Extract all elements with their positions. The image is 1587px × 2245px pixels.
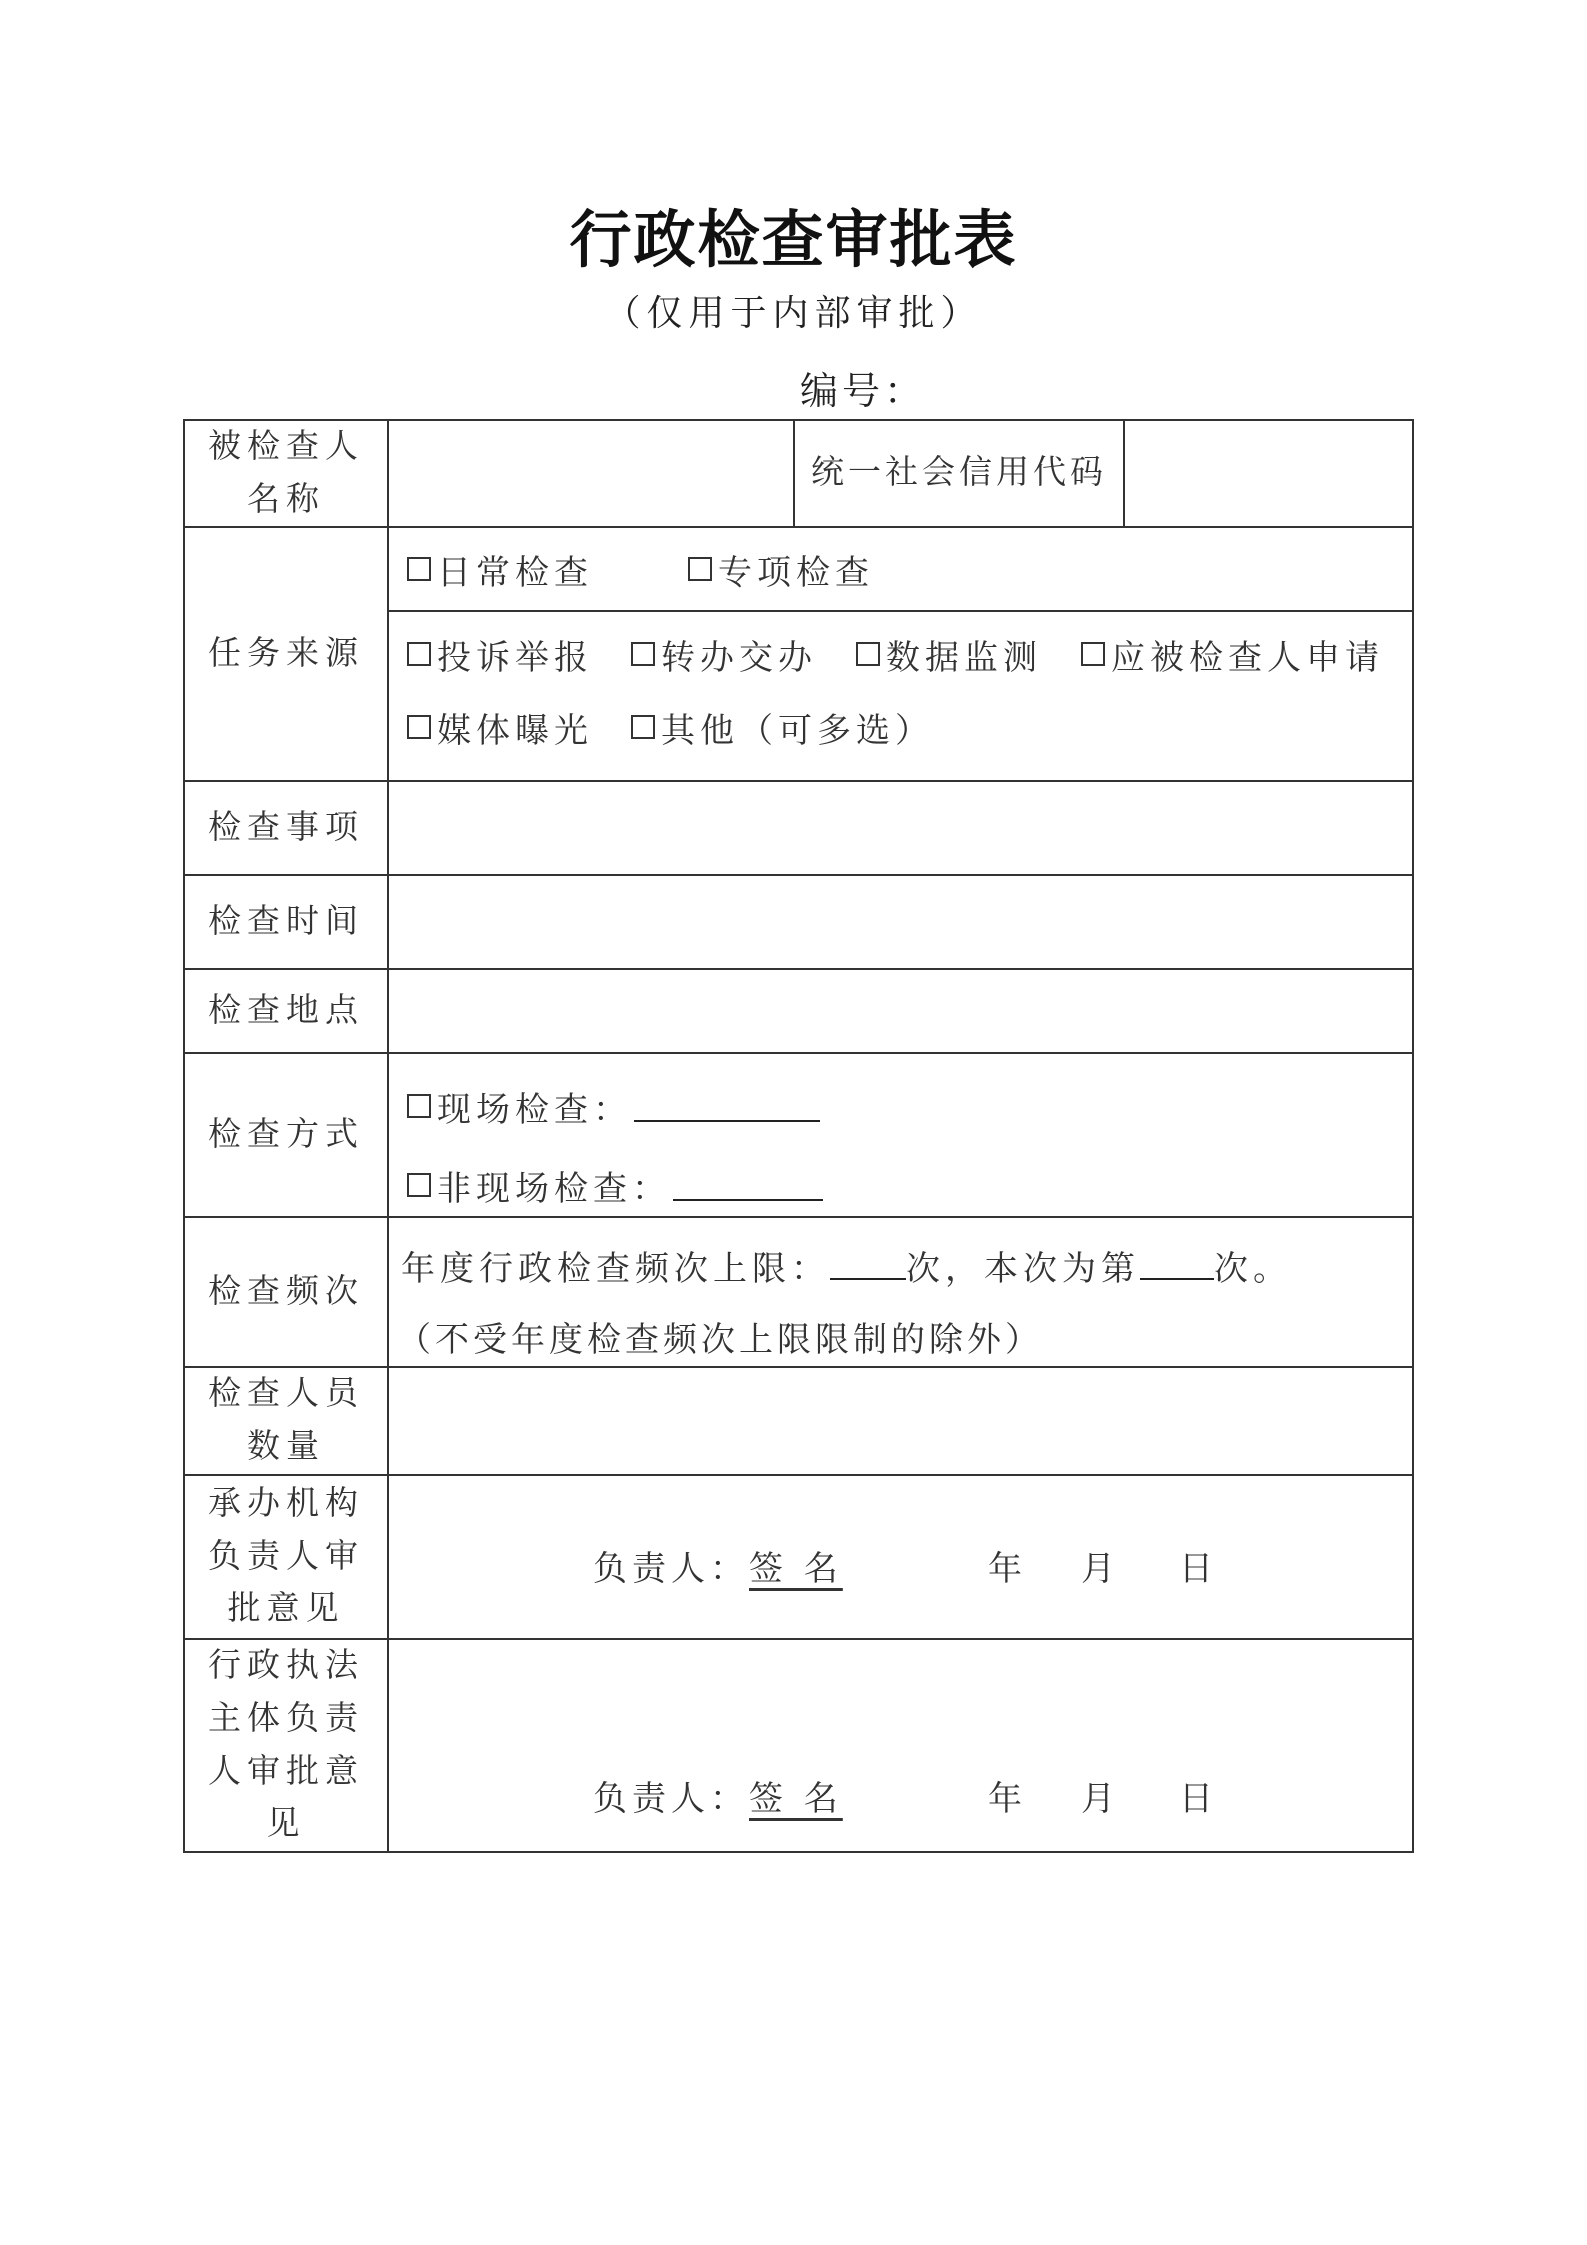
offsite-blank-line[interactable] — [673, 1169, 823, 1201]
checkbox-icon — [407, 557, 431, 581]
frequency-limit-blank[interactable] — [830, 1248, 906, 1280]
frequency-line: 年度行政检查频次上限： 次，本次为第 次。 — [401, 1249, 1292, 1289]
checkbox-transferred-assigned[interactable]: 转办交办 — [631, 626, 817, 682]
signature-field[interactable]: 签 名 — [749, 1549, 843, 1589]
inspection-method-label: 检查方式 — [208, 1113, 364, 1153]
checkbox-inspectee-request[interactable]: 应被检查人申请 — [1081, 626, 1384, 682]
checkbox-data-monitoring[interactable]: 数据监测 — [856, 626, 1042, 682]
subject-approval-month: 月 — [1081, 1779, 1120, 1819]
checkbox-offsite-inspection[interactable]: 非现场检查： — [407, 1157, 823, 1213]
checkbox-routine-inspection[interactable]: 日常检查 — [407, 541, 593, 597]
checkbox-icon — [407, 642, 431, 666]
column-divider — [1123, 419, 1125, 526]
inspection-place-label: 检查地点 — [208, 989, 364, 1029]
checkbox-icon — [407, 1173, 431, 1197]
onsite-blank-line[interactable] — [634, 1090, 820, 1122]
inspection-item-label: 检查事项 — [208, 806, 364, 846]
subject-approval-label: 行政执法主体负责人审批意见 — [208, 1644, 364, 1843]
credit-code-label: 统一社会信用代码 — [811, 452, 1107, 492]
checkbox-icon — [856, 642, 880, 666]
serial-number-label: 编号： — [800, 369, 927, 413]
frequency-note: （不受年度检查频次上限限制的除外） — [397, 1320, 1043, 1360]
checkbox-icon — [1081, 642, 1105, 666]
row-divider — [387, 610, 1414, 612]
checkbox-special-inspection[interactable]: 专项检查 — [688, 541, 874, 597]
checkbox-other[interactable]: 其他（可多选） — [631, 699, 934, 755]
subject-approval-day: 日 — [1179, 1779, 1218, 1819]
form-subtitle: （仅用于内部审批） — [604, 293, 983, 334]
approval-form-table — [183, 419, 1414, 1853]
checkbox-icon — [688, 557, 712, 581]
subject-name-label: 被检查人名称 — [208, 425, 364, 518]
checkbox-icon — [631, 642, 655, 666]
label-column-divider — [387, 419, 389, 1853]
org-approval-label: 承办机构负责人审批意见 — [208, 1482, 364, 1628]
row-divider — [183, 1638, 1414, 1640]
row-divider — [183, 1474, 1414, 1476]
table-border-bottom — [183, 1851, 1414, 1853]
checkbox-media-exposure[interactable]: 媒体曝光 — [407, 699, 593, 755]
org-approval-signature-line: 负责人：签 名 — [593, 1549, 843, 1589]
subject-approval-signature-line: 负责人：签 名 — [593, 1779, 843, 1819]
form-title: 行政检查审批表 — [569, 203, 1018, 276]
org-approval-month: 月 — [1081, 1549, 1120, 1589]
signature-field[interactable]: 签 名 — [749, 1779, 843, 1819]
org-approval-day: 日 — [1179, 1549, 1218, 1589]
checkbox-icon — [407, 715, 431, 739]
frequency-current-blank[interactable] — [1140, 1248, 1214, 1280]
org-approval-year: 年 — [988, 1549, 1027, 1589]
checkbox-complaint-report[interactable]: 投诉举报 — [407, 626, 593, 682]
table-border-left — [183, 419, 185, 1853]
task-source-label: 任务来源 — [208, 632, 364, 672]
inspection-frequency-label: 检查频次 — [208, 1270, 364, 1310]
inspection-time-label: 检查时间 — [208, 900, 364, 940]
checkbox-icon — [631, 715, 655, 739]
table-border-right — [1412, 419, 1414, 1853]
inspection-staff-count-label: 检查人员数量 — [208, 1373, 364, 1465]
checkbox-onsite-inspection[interactable]: 现场检查： — [407, 1078, 820, 1134]
subject-approval-year: 年 — [988, 1779, 1027, 1819]
row-divider — [183, 1366, 1414, 1368]
checkbox-icon — [407, 1094, 431, 1118]
